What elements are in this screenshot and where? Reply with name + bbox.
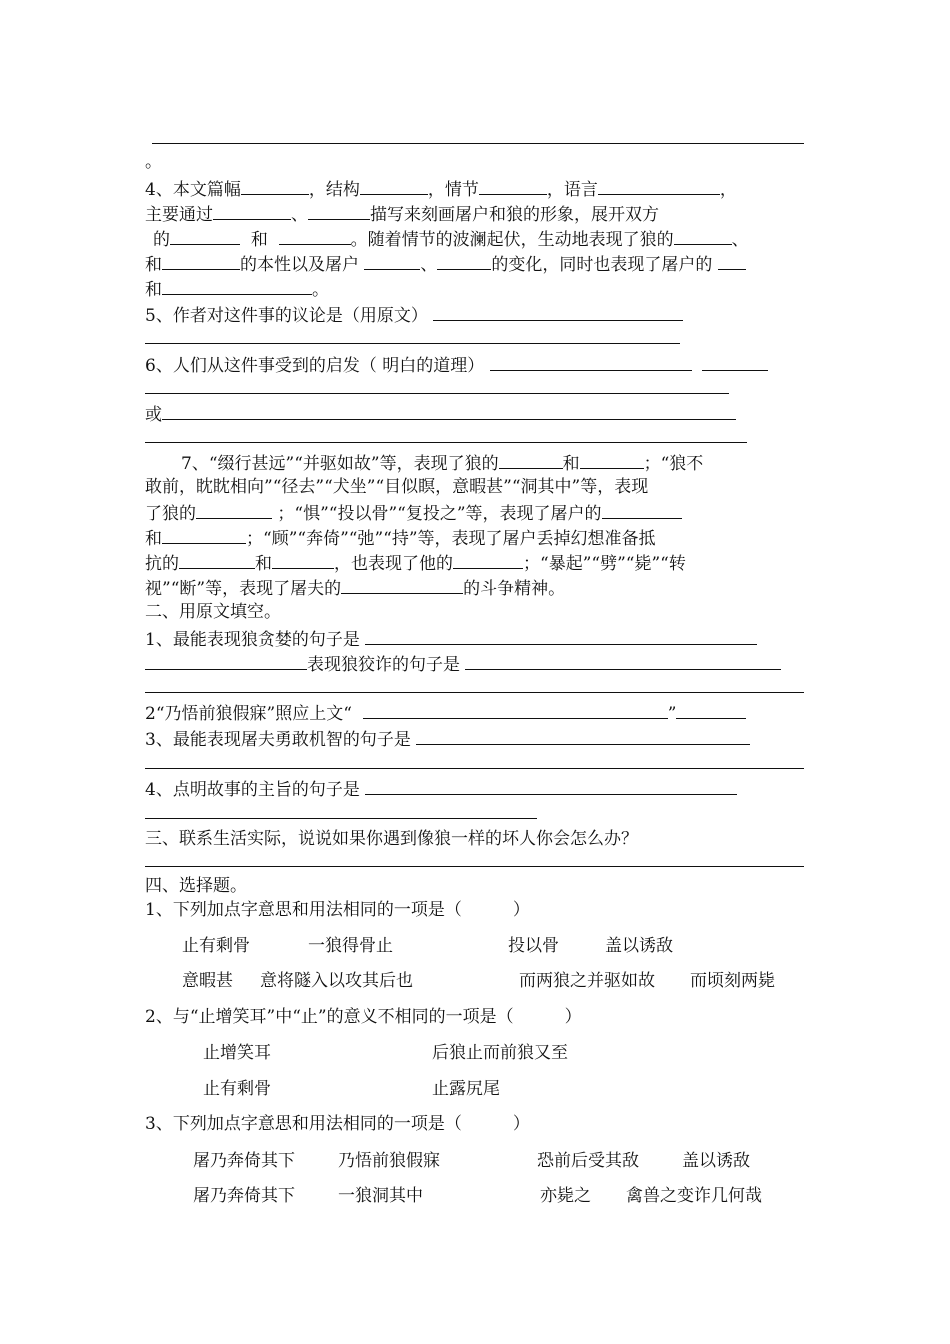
mc-q2: 2、与“止增笑耳”中“止”的意义不相同的一项是（ ）: [145, 1007, 582, 1027]
blank[interactable]: [702, 352, 768, 371]
section-2-title: 二、用原文填空。: [145, 602, 281, 622]
mc-q3-option[interactable]: 屠乃奔倚其下: [193, 1151, 295, 1171]
q7-line2: 敢前，眈眈相向”“径去”“犬坐”“目似瞑，意暇甚”“洞其中”等，表现: [145, 477, 649, 497]
blank[interactable]: [162, 276, 312, 295]
blank[interactable]: [490, 352, 692, 371]
blank[interactable]: [479, 176, 547, 195]
blank[interactable]: [598, 176, 720, 195]
q7-line1: 7、“缀行甚远”“并驱如故”等，表现了狼的 和 ；“狼不: [181, 450, 703, 476]
blank[interactable]: [241, 176, 309, 195]
mc-q3: 3、下列加点字意思和用法相同的一项是（ ）: [145, 1114, 530, 1134]
mc-q1-option[interactable]: 止有剩骨: [182, 936, 250, 956]
blank[interactable]: [179, 550, 255, 569]
answer-line: [145, 818, 537, 819]
q7-line4: 和 ；“顾”“奔倚”“弛”“持”等，表现了屠户丢掉幻想准备抵: [145, 525, 656, 551]
mc-q3-option[interactable]: 乃悟前狼假寐: [338, 1151, 440, 1171]
blank[interactable]: [272, 550, 334, 569]
blank[interactable]: [360, 176, 428, 195]
blank[interactable]: [363, 700, 668, 719]
blank[interactable]: [170, 226, 240, 245]
blank[interactable]: [341, 575, 463, 594]
q4-line4: 和 的本性以及屠户 、 的变化，同时也表现了屠户的: [145, 251, 746, 277]
answer-line: [145, 692, 804, 693]
q4-line1: 4、本文篇幅 ，结构 ，情节 ，语言 ，: [145, 176, 737, 202]
mc-q1-option[interactable]: 盖以诱敌: [605, 936, 673, 956]
answer-line: [152, 143, 804, 144]
mc-q1-option[interactable]: 而顷刻两毙: [690, 971, 775, 991]
mc-q2-option[interactable]: 止增笑耳: [203, 1043, 271, 1063]
blank[interactable]: [499, 450, 563, 469]
q7-line6: 视”“断”等，表现了屠夫的 的斗争精神。: [145, 575, 565, 601]
blank[interactable]: [145, 651, 307, 670]
mc-q1-option[interactable]: 一狼得骨止: [308, 936, 393, 956]
blank[interactable]: [674, 226, 732, 245]
q7-line3: 了狼的 ；“惧”“投以骨”“复投之”等，表现了屠户的: [145, 500, 682, 526]
answer-line: [145, 768, 804, 769]
mc-q2-option[interactable]: 后狼止而前狼又至: [432, 1043, 568, 1063]
section-3-title: 三、联系生活实际，说说如果你遇到像狼一样的坏人你会怎么办？: [145, 829, 638, 849]
q4-line5: 和 。: [145, 276, 329, 302]
blank[interactable]: [416, 726, 750, 745]
mc-q1-option[interactable]: 投以骨: [508, 936, 559, 956]
mc-q1-option[interactable]: 意将隧入以攻其后也: [260, 971, 413, 991]
mc-q2-option[interactable]: 止露尻尾: [432, 1079, 500, 1099]
mc-q3-option[interactable]: 盖以诱敌: [682, 1151, 750, 1171]
q4-line2: 主要通过 、 描写来刻画屠户和狼的形象，展开双方: [145, 201, 659, 227]
blank[interactable]: [162, 251, 240, 270]
blank[interactable]: [365, 776, 737, 795]
sec2-q4: 4、点明故事的主旨的句子是: [145, 776, 737, 802]
mc-q2-option[interactable]: 止有剩骨: [203, 1079, 271, 1099]
q6-or-line: 或: [145, 401, 736, 427]
mc-q3-option[interactable]: 禽兽之变诈几何哉: [626, 1186, 762, 1206]
blank[interactable]: [718, 251, 746, 270]
blank[interactable]: [308, 201, 370, 220]
blank[interactable]: [433, 302, 683, 321]
blank[interactable]: [602, 500, 682, 519]
blank[interactable]: [365, 626, 757, 645]
blank[interactable]: [465, 651, 781, 670]
mc-q3-option[interactable]: 恐前后受其敌: [537, 1151, 639, 1171]
blank[interactable]: [676, 700, 746, 719]
blank[interactable]: [279, 226, 351, 245]
blank[interactable]: [580, 450, 644, 469]
answer-line: [145, 866, 804, 867]
sec2-q1-cont: 表现狼狡诈的句子是: [145, 651, 781, 677]
section-4-title: 四、选择题。: [145, 876, 247, 896]
mc-q3-option[interactable]: 亦毙之: [540, 1186, 591, 1206]
blank[interactable]: [162, 525, 246, 544]
answer-line: [145, 442, 747, 443]
blank[interactable]: [213, 201, 291, 220]
mc-q3-option[interactable]: 一狼洞其中: [338, 1186, 423, 1206]
sec2-q1: 1、最能表现狼贪婪的句子是: [145, 626, 757, 652]
blank[interactable]: [162, 401, 736, 420]
answer-line: [145, 393, 729, 394]
sec2-q3: 3、最能表现屠夫勇敢机智的句子是: [145, 726, 750, 752]
answer-line: [145, 343, 680, 344]
sec2-q2: 2“乃悟前狼假寐”照应上文“ ”: [145, 700, 746, 726]
q5-line: 5、作者对这件事的议论是（用原文）: [145, 302, 683, 328]
period-mark: 。: [145, 152, 162, 172]
mc-q1-option[interactable]: 意暇甚: [182, 971, 233, 991]
mc-q1: 1、下列加点字意思和用法相同的一项是（ ）: [145, 900, 530, 920]
mc-q3-option[interactable]: 屠乃奔倚其下: [193, 1186, 295, 1206]
blank[interactable]: [364, 251, 420, 270]
q6-line: 6、人们从这件事受到的启发（ 明白的道理）: [145, 352, 768, 378]
q7-line5: 抗的 和 ，也表现了他的 ；“暴起”“劈”“毙”“转: [145, 550, 686, 576]
q4-line3: 的 和 。随着情节的波澜起伏，生动地表现了狼的 、: [153, 226, 749, 252]
blank[interactable]: [196, 500, 272, 519]
mc-q1-option[interactable]: 而两狼之并驱如故: [519, 971, 655, 991]
blank[interactable]: [437, 251, 491, 270]
blank[interactable]: [453, 550, 523, 569]
